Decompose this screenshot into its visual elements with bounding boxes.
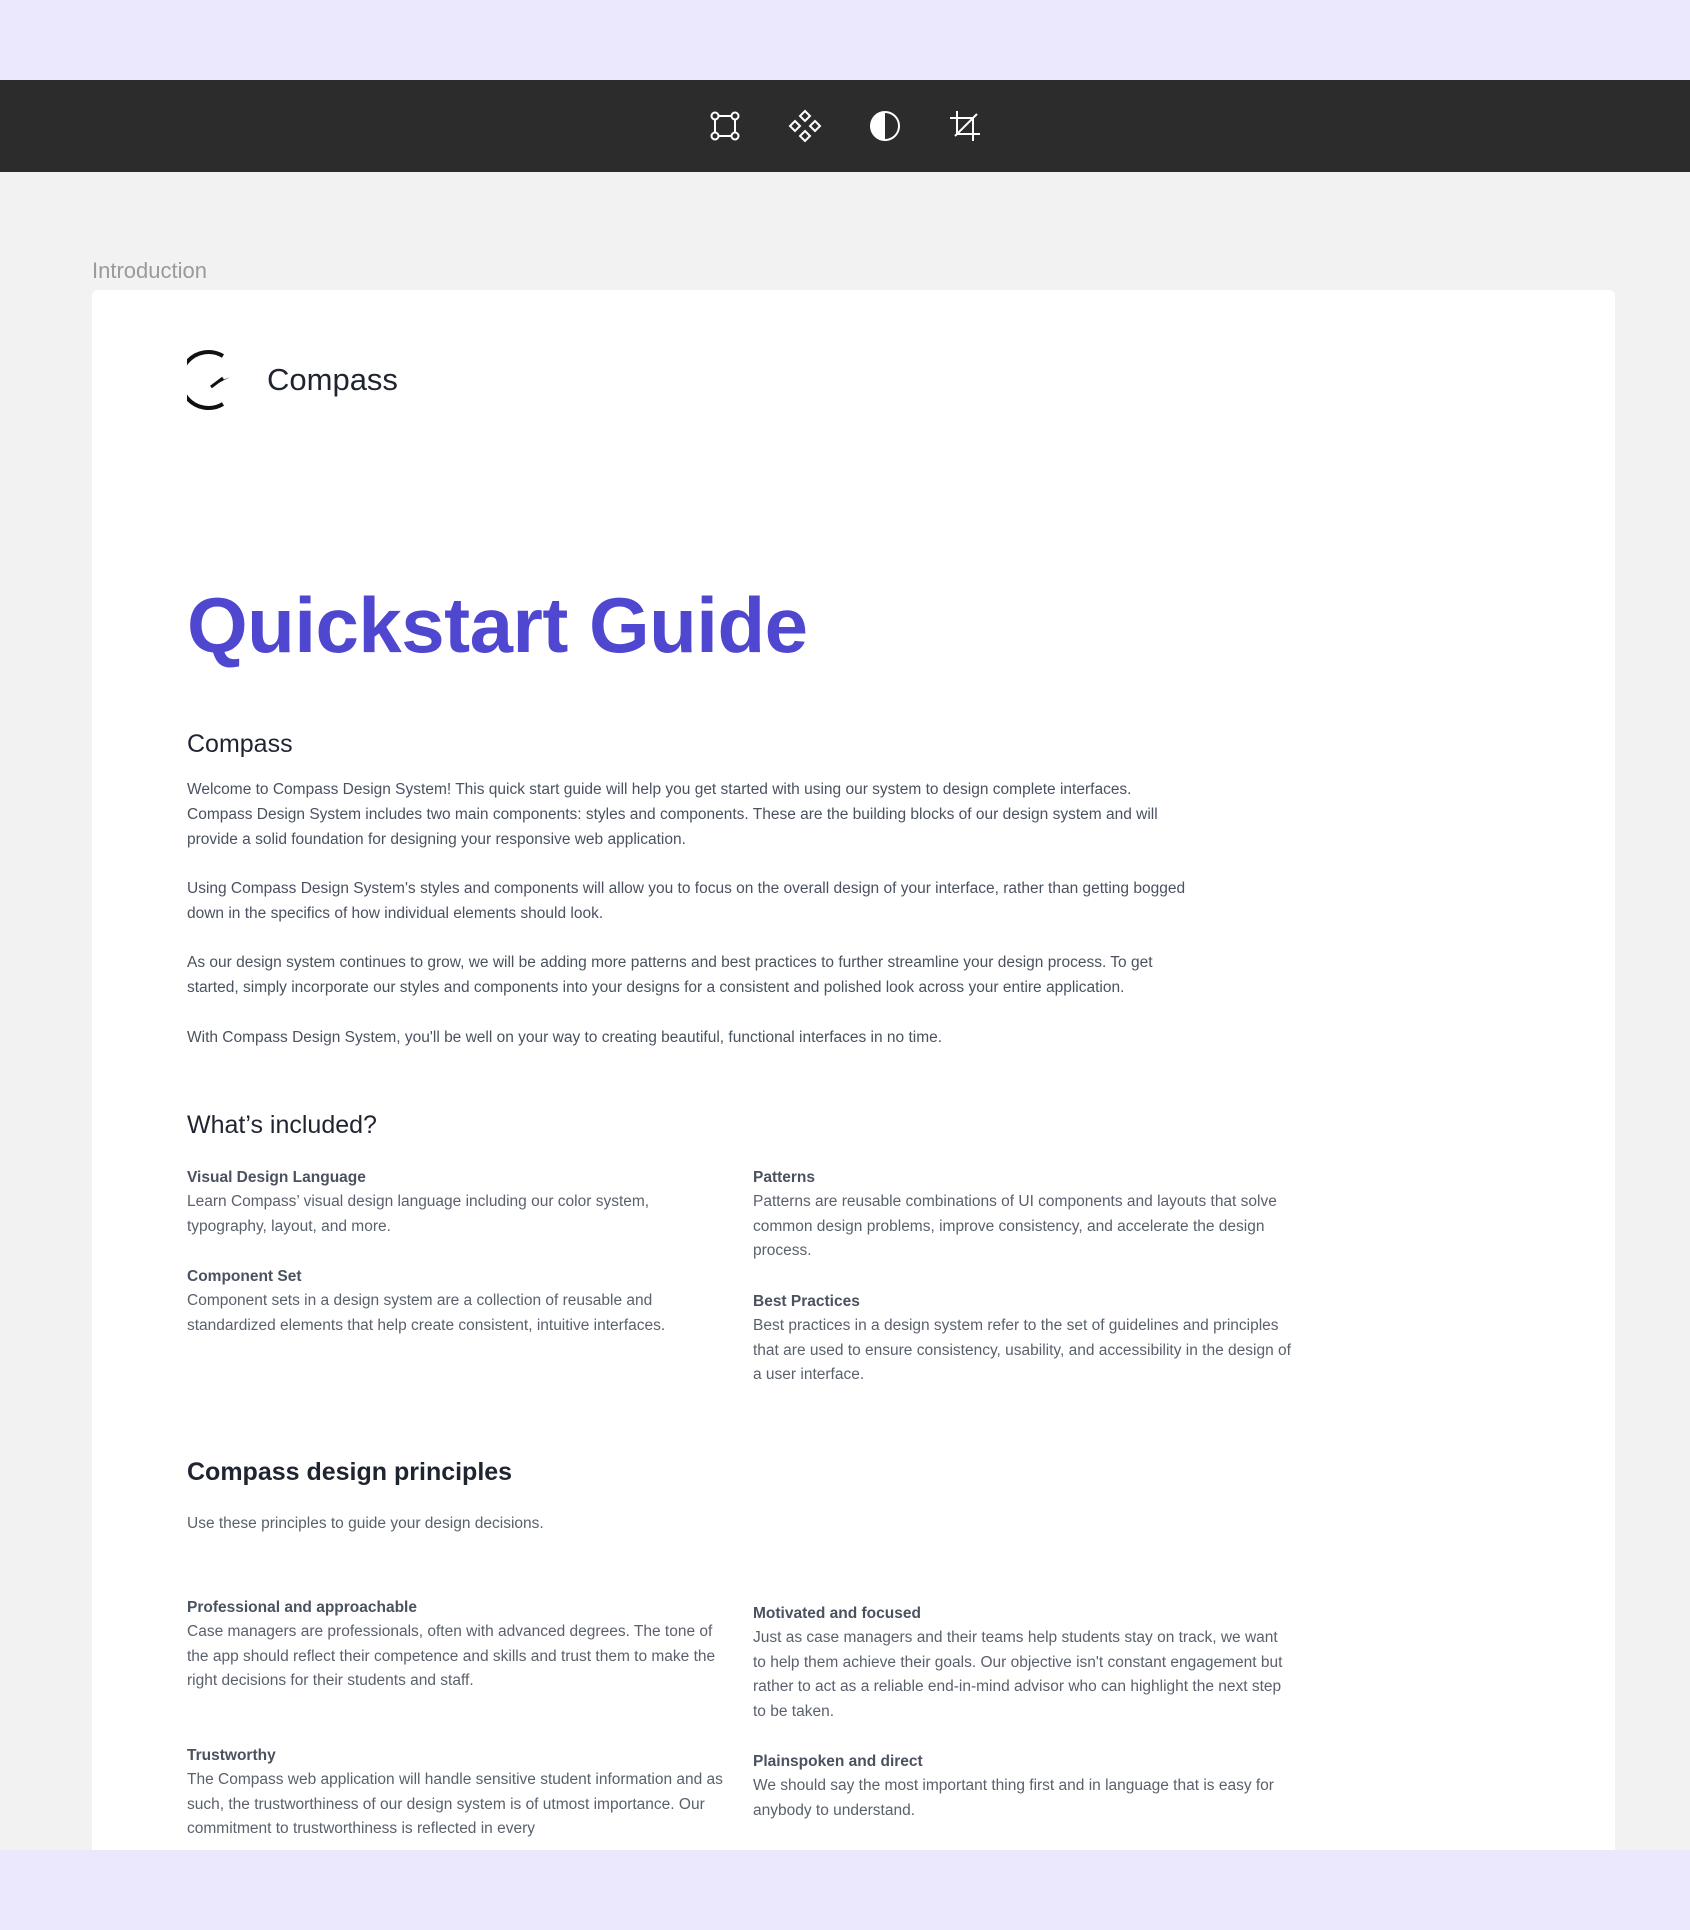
principle-item-title: Motivated and focused — [753, 1605, 921, 1622]
compass-logo-icon — [187, 348, 239, 412]
frame-introduction[interactable] — [92, 290, 1615, 1850]
principle-item-text: The Compass web application will handle sensitive student information and as such, the trustworthiness of our design system is of utmost importance. Our commitment to trustworthiness is reflected in every — [187, 1771, 723, 1837]
principle-item-text: Just as case managers and their teams help students stay on track, we want to help them achieve their goals. Our objective isn't constant engagement but rather to act as a reliable end-in-mind advisor who can highlight the next step to be taken. — [753, 1629, 1283, 1720]
section-heading-principles: Compass design principles — [187, 1458, 513, 1486]
included-item-title: Visual Design Language — [187, 1169, 366, 1186]
frame-label[interactable]: Introduction — [92, 258, 207, 283]
principle-item-title: Trustworthy — [187, 1747, 276, 1764]
included-item-text: Learn Compass’ visual design language including our color system, typography, layout, and more. — [187, 1193, 650, 1235]
page-title: Quickstart Guide — [187, 581, 808, 669]
included-item-text: Patterns are reusable combinations of UI components and layouts that solve common design problems, improve consistency, and accelerate the design process. — [753, 1193, 1277, 1259]
principle-item — [187, 1744, 727, 1842]
included-item-title: Component Set — [187, 1268, 302, 1285]
principles-subtitle: Use these principles to guide your design decisions. — [187, 1515, 544, 1532]
brand-header — [187, 348, 398, 412]
intro-paragraph: Welcome to Compass Design System! This quick start guide will help you get started with using our system to design complete interfaces. Compass Design System includes two main components: styles and components. These are the building blocks of our design system and will provide a solid foundation for designing your responsive web application. — [187, 781, 1158, 848]
included-item-text: Component sets in a design system are a collection of reusable and standardized elements that help create consistent, intuitive interfaces. — [187, 1292, 666, 1334]
canvas[interactable] — [0, 172, 1690, 1850]
included-item-title: Patterns — [753, 1169, 816, 1186]
section-heading-included: What’s included? — [187, 1111, 377, 1139]
principle-item — [753, 1750, 1293, 1823]
included-item-text: Best practices in a design system refer to the set of guidelines and principles that are used to ensure consistency, usability, and accessibility in the design of a user interface. — [753, 1317, 1291, 1383]
frame-tool-button[interactable] — [707, 108, 743, 144]
frame-tool-icon — [707, 108, 743, 144]
principle-item-title: Plainspoken and direct — [753, 1753, 923, 1770]
intro-paragraph: With Compass Design System, you'll be well on your way to creating beautiful, functional interfaces in no time. — [187, 1029, 943, 1046]
principle-item — [753, 1602, 1293, 1724]
intro-paragraph: As our design system continues to grow, we will be adding more patterns and best practices to further streamline your design process. To get started, simply incorporate our styles and components into your designs for a consistent and polished look across your entire application. — [187, 954, 1153, 996]
contrast-tool-icon — [867, 108, 903, 144]
component-tool-button[interactable] — [787, 108, 823, 144]
component-tool-icon — [787, 108, 823, 144]
brand-name: Compass — [267, 362, 398, 397]
principle-item-text: Case managers are professionals, often with advanced degrees. The tone of the app should reflect their competence and skills and trust them to make the right decisions for their students and staff. — [187, 1623, 716, 1689]
included-item — [753, 1290, 1293, 1388]
included-item-title: Best Practices — [753, 1293, 860, 1310]
principle-item — [187, 1596, 727, 1694]
contrast-tool-button[interactable] — [867, 108, 903, 144]
included-item — [187, 1166, 727, 1239]
section-heading-compass: Compass — [187, 730, 293, 758]
principle-item-text: We should say the most important thing first and in language that is easy for anybody to understand. — [753, 1777, 1274, 1819]
included-item — [187, 1265, 727, 1338]
intro-paragraph: Using Compass Design System's styles and components will allow you to focus on the overall design of your interface, rather than getting bogged down in the specifics of how individual elements should look. — [187, 880, 1186, 922]
principle-item-title: Professional and approachable — [187, 1599, 417, 1616]
crop-tool-button[interactable] — [947, 108, 983, 144]
toolbar — [0, 80, 1690, 172]
included-item — [753, 1166, 1293, 1264]
crop-tool-icon — [947, 108, 983, 144]
